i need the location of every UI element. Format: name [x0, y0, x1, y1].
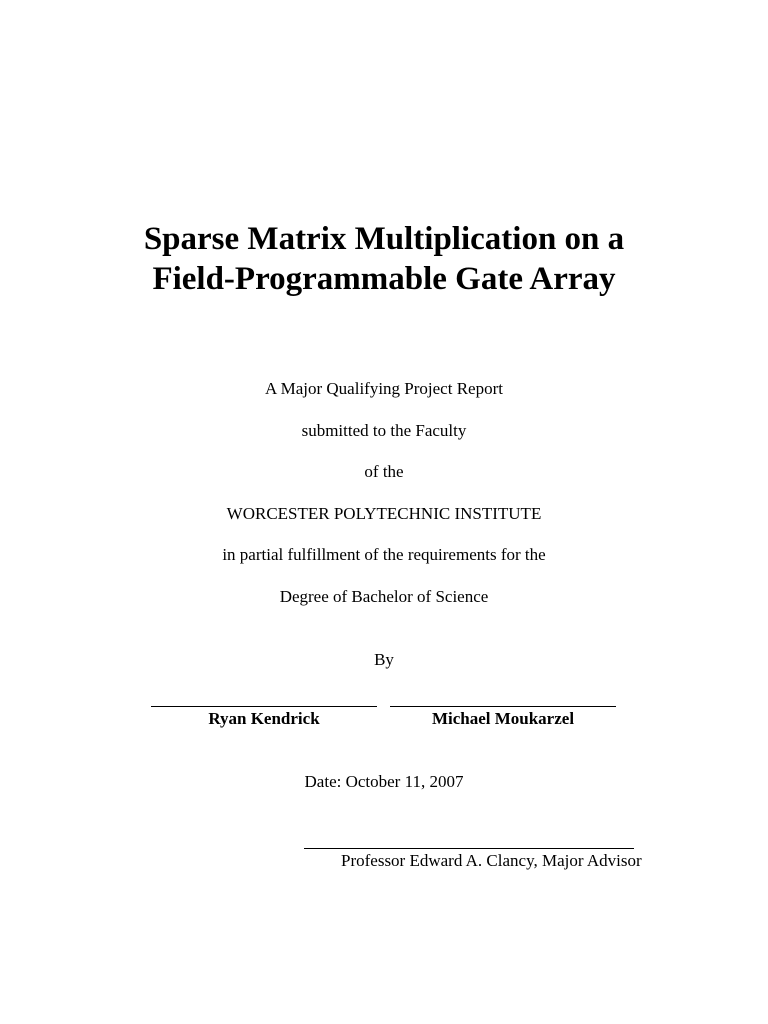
author-1-name: Ryan Kendrick: [208, 709, 320, 728]
institute-name: WORCESTER POLYTECHNIC INSTITUTE: [226, 504, 542, 523]
by-label: By: [374, 650, 394, 669]
title-line-2: Field-Programmable Gate Array: [152, 261, 616, 297]
submitted-to: submitted to the Faculty: [301, 421, 467, 440]
author-2-signature-line: [390, 706, 616, 707]
report-date: Date: October 11, 2007: [304, 772, 464, 791]
author-1-signature-line: [151, 706, 377, 707]
document-title: [0, 219, 768, 299]
report-type: A Major Qualifying Project Report: [265, 379, 503, 398]
degree: Degree of Bachelor of Science: [279, 587, 489, 606]
advisor-name: Professor Edward A. Clancy, Major Advisor: [341, 851, 642, 870]
advisor-signature-line: [304, 848, 634, 849]
title-line-1: Sparse Matrix Multiplication on a: [143, 221, 625, 257]
fulfillment-statement: in partial fulfillment of the requirements for the: [222, 545, 546, 564]
of-the: of the: [364, 462, 404, 481]
author-2-name: Michael Moukarzel: [431, 709, 575, 728]
